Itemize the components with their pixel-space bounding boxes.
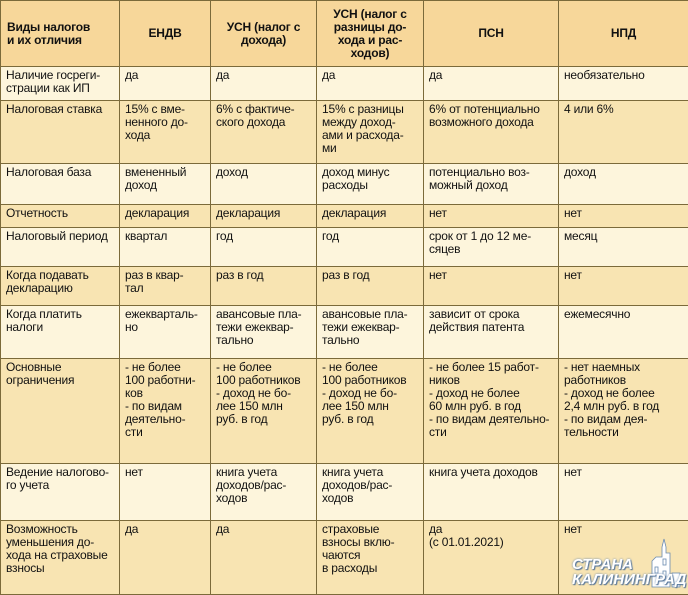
table-cell: книга учета доходов/рас- ходов — [211, 464, 317, 521]
row-label: Отчетность — [1, 205, 120, 228]
table-cell: страховые взносы вклю- чаются в расходы — [317, 521, 424, 595]
table-cell: нет — [424, 205, 559, 228]
table-cell: - не более 100 работни- ков - по видам деятельно- сти — [120, 358, 211, 463]
table-header-row — [1, 1, 688, 67]
row-label: Возможность уменьшения до- хода на страховые взносы — [1, 521, 120, 595]
table-cell: - не более 100 работников - доход не бо- лее 150 млн руб. в год — [317, 358, 424, 463]
table-cell: вмененный доход — [120, 163, 211, 205]
table-cell: 15% с вме- ненного до- хода — [120, 101, 211, 164]
table-cell: декларация — [120, 205, 211, 228]
row-label: Налоговая ставка — [1, 101, 120, 164]
table-cell: месяц — [559, 228, 688, 266]
logo-text: СТРАНА КАЛИНИНГРАД — [572, 556, 687, 588]
table-cell: - нет наемных работников - доход не более 2,4 млн руб. в год - по видам дея- тельности — [559, 358, 688, 463]
table-cell: зависит от срока действия патента — [424, 306, 559, 359]
table-row — [1, 358, 688, 463]
header-endv: ЕНДВ — [120, 1, 211, 67]
table-cell: да — [211, 67, 317, 101]
table-cell: да — [424, 67, 559, 101]
row-label: Налоговый период — [1, 228, 120, 266]
table-body — [1, 67, 688, 595]
table-cell: доход — [211, 163, 317, 205]
table-row — [1, 67, 688, 101]
table-cell: ежемесячно — [559, 306, 688, 359]
row-label: Основные ограничения — [1, 358, 120, 463]
table-cell: раз в год — [317, 266, 424, 306]
row-label: Когда платить налоги — [1, 306, 120, 359]
table-row — [1, 306, 688, 359]
table-cell: необязательно — [559, 67, 688, 101]
table-cell: раз в квар- тал — [120, 266, 211, 306]
row-label: Ведение налогово- го учета — [1, 464, 120, 521]
header-psn: ПСН — [424, 1, 559, 67]
header-usn-difference: УСН (налог с разницы до- хода и рас- ходов) — [317, 1, 424, 67]
table-cell: нет — [559, 266, 688, 306]
table-cell: доход — [559, 163, 688, 205]
table-cell: раз в год — [211, 266, 317, 306]
table-cell: да — [120, 67, 211, 101]
table-row — [1, 228, 688, 266]
table-cell: - не более 15 работ- ников - доход не более 60 млн руб. в год - по видам деятельно- сти — [424, 358, 559, 463]
table-cell: нет — [559, 521, 688, 595]
table-cell: 6% с фактиче- ского дохода — [211, 101, 317, 164]
row-label: Когда подавать декларацию — [1, 266, 120, 306]
table-cell: авансовые пла- тежи ежеквар- тально — [317, 306, 424, 359]
table-row — [1, 101, 688, 164]
table-cell: доход минус расходы — [317, 163, 424, 205]
table-cell: потенциально воз- можный доход — [424, 163, 559, 205]
strana-kaliningrad-logo — [572, 537, 687, 589]
table-cell: - не более 100 работников - доход не бо- лее 150 млн руб. в год — [211, 358, 317, 463]
table-cell: да (с 01.01.2021) — [424, 521, 559, 595]
table-cell: да — [317, 67, 424, 101]
row-label: Налоговая база — [1, 163, 120, 205]
row-label: Наличие госреги- страции как ИП — [1, 67, 120, 101]
table-row — [1, 266, 688, 306]
table-cell: 6% от потенциально возможного дохода — [424, 101, 559, 164]
table-row — [1, 205, 688, 228]
table-cell: декларация — [317, 205, 424, 228]
table-cell: срок от 1 до 12 ме- сяцев — [424, 228, 559, 266]
table-cell: книга учета доходов/рас- ходов — [317, 464, 424, 521]
table-cell: год — [317, 228, 424, 266]
table-cell: книга учета доходов — [424, 464, 559, 521]
table-cell: нет — [559, 464, 688, 521]
header-usn-income: УСН (налог с дохода) — [211, 1, 317, 67]
table-cell: нет — [120, 464, 211, 521]
table-cell: да — [120, 521, 211, 595]
table-cell: авансовые пла- тежи ежеквар- тально — [211, 306, 317, 359]
table-cell: ежекварталь- но — [120, 306, 211, 359]
table-cell: квартал — [120, 228, 211, 266]
table-cell: год — [211, 228, 317, 266]
table-cell: нет — [559, 205, 688, 228]
header-tax-types: Виды налогов и их отличия — [1, 1, 120, 67]
table-cell: 4 или 6% — [559, 101, 688, 164]
table-cell: 15% с разницы между доход- ами и расхода- ми — [317, 101, 424, 164]
table-cell: да — [211, 521, 317, 595]
header-npd: НПД — [559, 1, 688, 67]
table-row — [1, 464, 688, 521]
table-cell: декларация — [211, 205, 317, 228]
table-row — [1, 163, 688, 205]
table-cell: нет — [424, 266, 559, 306]
